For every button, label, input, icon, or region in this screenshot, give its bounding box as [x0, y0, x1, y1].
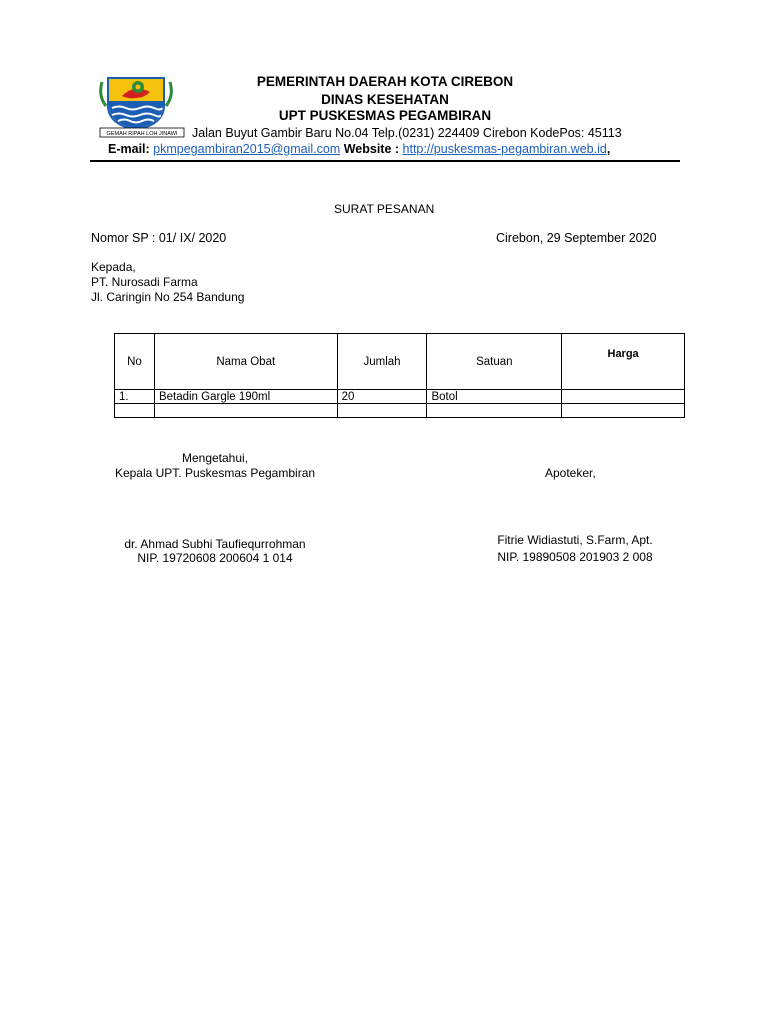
- header-satuan: Satuan: [427, 334, 562, 390]
- order-date: Cirebon, 29 September 2020: [496, 231, 657, 245]
- email-link[interactable]: pkmpegambiran2015@gmail.com: [153, 142, 341, 156]
- header-contact: [108, 142, 610, 156]
- cell-jumlah: [337, 404, 427, 418]
- header-jumlah: Jumlah: [337, 334, 427, 390]
- cell-jumlah: 20: [337, 390, 427, 404]
- website-link[interactable]: http://puskesmas-pegambiran.web.id: [402, 142, 607, 156]
- cell-no: [115, 404, 155, 418]
- left-signatory-nip: NIP. 19720608 200604 1 014: [137, 551, 293, 565]
- email-label: E-mail:: [108, 142, 154, 156]
- header-no: No: [115, 334, 155, 390]
- recipient-address: Jl. Caringin No 254 Bandung: [91, 290, 245, 304]
- cell-harga: [562, 404, 685, 418]
- recipient-name: PT. Nurosadi Farma: [91, 275, 198, 289]
- emblem-motto: GEMAH RIPAH LOH JINAWI: [106, 131, 178, 137]
- document-title: SURAT PESANAN: [334, 202, 435, 216]
- left-signatory-name: dr. Ahmad Subhi Taufiequrrohman: [124, 537, 306, 551]
- website-suffix: ,: [606, 142, 611, 156]
- cell-nama-obat: Betadin Gargle 190ml: [154, 390, 337, 404]
- cell-no: 1.: [115, 390, 155, 404]
- header-government: PEMERINTAH DAERAH KOTA CIREBON: [256, 74, 514, 89]
- left-signature-line2: Kepala UPT. Puskesmas Pegambiran: [114, 466, 316, 480]
- cell-harga: [562, 390, 685, 404]
- order-table: [114, 333, 685, 418]
- cell-nama-obat: [154, 404, 337, 418]
- order-number: Nomor SP : 01/ IX/ 2020: [91, 231, 227, 245]
- table-row: [115, 404, 685, 418]
- header-department: DINAS KESEHATAN: [321, 92, 449, 107]
- cell-satuan: [427, 404, 562, 418]
- header-divider: [90, 160, 680, 162]
- header-harga: Harga: [562, 334, 685, 390]
- header-nama-obat: Nama Obat: [154, 334, 337, 390]
- right-signatory-nip: NIP. 19890508 201903 2 008: [497, 550, 653, 564]
- table-header-row: [115, 334, 685, 390]
- cirebon-emblem-icon: [94, 72, 190, 138]
- website-label: Website :: [340, 142, 403, 156]
- left-signature-line1: Mengetahui,: [181, 451, 249, 465]
- header-institution: UPT PUSKESMAS PEGAMBIRAN: [278, 108, 492, 123]
- right-signature-line1: Apoteker,: [545, 466, 596, 480]
- header-address: Jalan Buyut Gambir Baru No.04 Telp.(0231) 224409 Cirebon KodePos: 45113: [192, 126, 622, 140]
- recipient-salutation: Kepada,: [91, 260, 136, 274]
- right-signatory-name: Fitrie Widiastuti, S.Farm, Apt.: [497, 533, 653, 547]
- cell-satuan: Botol: [427, 390, 562, 404]
- table-row: [115, 390, 685, 404]
